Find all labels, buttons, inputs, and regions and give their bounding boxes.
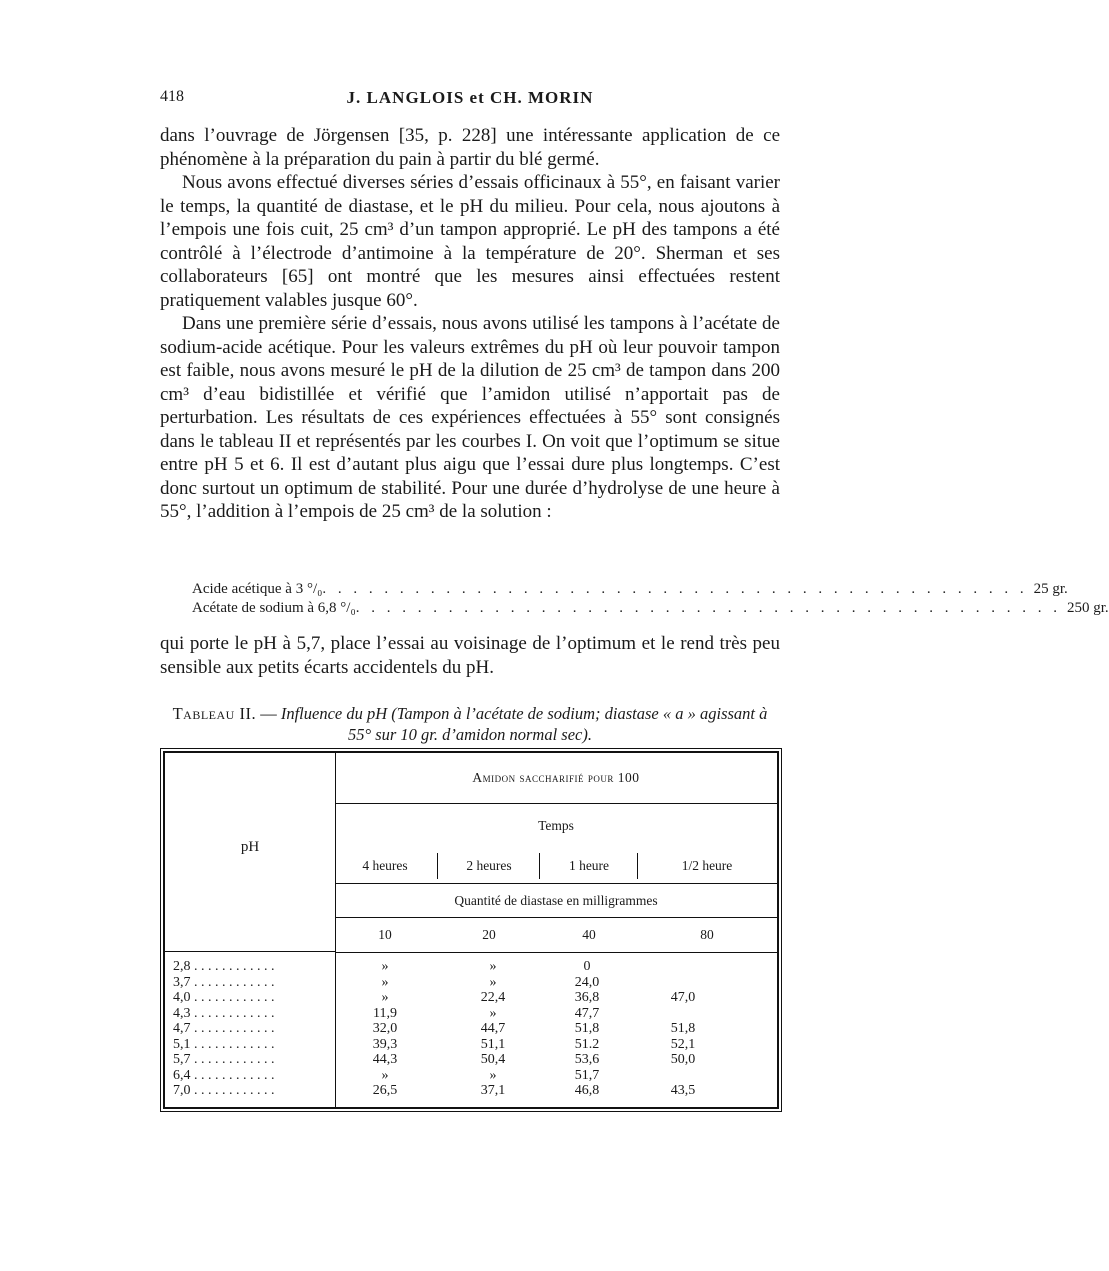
- duration-header: 1 heure: [568, 858, 610, 873]
- table-cell: 37,1: [480, 1083, 506, 1098]
- table-cell: 50,0: [670, 1052, 696, 1067]
- table-cell: 51,8: [670, 1021, 696, 1036]
- page-number: 418: [160, 88, 184, 105]
- leader-dots: . . . . . . . . . . . . . . . . . . . . . . . . . . . . . . . . . . . . . . . . . . . . . .: [355, 600, 1061, 616]
- ph-value: 5,7: [173, 1052, 191, 1067]
- ph-header-cell: [165, 753, 336, 952]
- diastase-amount: 20: [482, 927, 496, 942]
- recipe-item: [192, 580, 1068, 599]
- ph-value-cell: 5,7 . . . . . . . . . . . .: [173, 1052, 275, 1067]
- table-cell: 36,8: [574, 990, 600, 1005]
- table-row: [165, 1083, 777, 1099]
- recipe-item-quantity: 25 gr.: [1033, 581, 1068, 597]
- ph-value-cell: 4,0 . . . . . . . . . . . .: [173, 990, 275, 1005]
- recipe-item-name: Acide acétique à 3 °/₀: [192, 581, 323, 597]
- ph-value: 4,7: [173, 1021, 191, 1036]
- table-frame: [164, 752, 778, 1108]
- caption-dash: —: [256, 704, 281, 723]
- ph-value: 7,0: [173, 1083, 191, 1098]
- body-text: [160, 124, 780, 524]
- ph-value: 4,3: [173, 1005, 191, 1021]
- table-cell: 51.2: [574, 1036, 600, 1052]
- table-cell: »: [381, 974, 389, 990]
- leader-dots: . . . . . . . . . . . . . . . . . . . . . . . . . . . . . . . . . . . . . . . . . . . . . .: [322, 581, 1028, 597]
- diastase-amount: 40: [582, 927, 596, 942]
- duration-header: 1/2 heure: [681, 858, 733, 873]
- paragraph-3: Dans une première série d’essais, nous avons utilisé les tampons à l’acétate de sodium-acide acétique. Pour les valeurs extrêmes du pH où leur pouvoir tampon est faible, nous avons mesuré le pH de la dilution de 25 cm³ de tampon dans 200 cm³ d’eau bidistillée et vérifié que l’amidon utilisé n’apportait pas de perturbation. Les résultats de ces expériences effectuées à 55° sont consignés dans le tableau II et représentés par les courbes I. On voit que l’optimum se situe entre pH 5 et 6. Il est d’autant plus aigu que l’essai dure plus longtemps. C’est donc surtout un optimum de stabilité. Pour une durée d’hydrolyse de une heure à 55°, l’addition à l’empois de 25 cm³ de la solution :: [160, 313, 780, 522]
- table-row: [165, 1021, 777, 1037]
- recipe-item: [192, 599, 1109, 618]
- table-cell: »: [489, 959, 497, 974]
- ph-value-cell: 6,4 . . . . . . . . . . . .: [173, 1067, 275, 1083]
- table-cell: »: [381, 990, 389, 1005]
- table-cell: 22,4: [480, 990, 506, 1005]
- table-caption: [160, 703, 780, 745]
- table-cell: »: [489, 1067, 497, 1083]
- temps-header: Temps: [538, 818, 574, 833]
- recipe-list: [192, 580, 1109, 618]
- ph-value: 4,0: [173, 990, 191, 1005]
- table-cell: 47,7: [574, 1005, 600, 1021]
- recipe-item-quantity: 250 gr.: [1066, 600, 1109, 616]
- table-cell: 51,1: [480, 1036, 506, 1052]
- duration-header: 2 heures: [466, 858, 512, 873]
- table-cell: 44,3: [372, 1052, 398, 1067]
- ph-value: 3,7: [173, 974, 191, 990]
- caption-text: Influence du pH (Tampon à l’acétate de sodium; diastase « a » agissant à 55° sur 10 gr. d’amidon normal sec).: [280, 704, 768, 744]
- table-cell: 44,7: [480, 1021, 506, 1036]
- table-cell: 39,3: [372, 1036, 398, 1052]
- data-table: [160, 748, 782, 1112]
- paragraph-2: Nous avons effectué diverses séries d’essais officinaux à 55°, en faisant varier le temps, la quantité de diastase, et le pH du milieu. Pour cela, nous ajoutons à l’empois une fois cuit, 25 cm³ d’un tampon approprié. Le pH des tampons a été contrôlé à l’électrode d’antimoine à la température de 20°. Sherman et ses collaborateurs [65] ont montré que les mesures ainsi effectuées restent pratiquement valables jusque 60°.: [160, 172, 780, 311]
- running-head: J. LANGLOIS et CH. MORIN: [346, 88, 594, 107]
- ph-value-cell: 2,8 . . . . . . . . . . . .: [173, 959, 275, 974]
- table-row: [165, 975, 777, 991]
- ph-value-cell: 3,7 . . . . . . . . . . . .: [173, 974, 275, 990]
- column-separator: [637, 853, 638, 879]
- table-cell: 53,6: [574, 1052, 600, 1067]
- ph-header: pH: [240, 839, 260, 855]
- diastase-amount-row: [335, 917, 777, 953]
- recipe-item-name: Acétate de sodium à 6,8 °/₀: [192, 600, 356, 616]
- table-row: [165, 959, 777, 975]
- ph-value: 2,8: [173, 959, 191, 974]
- table-cell: 43,5: [670, 1083, 696, 1098]
- table-row: [165, 1068, 777, 1084]
- table-cell: 51,8: [574, 1021, 600, 1036]
- table-cell: 11,9: [373, 1005, 397, 1021]
- after-recipe-text: qui porte le pH à 5,7, place l’essai au voisinage de l’optimum et le rend très peu sensible aux petits écarts accidentels du pH.: [160, 633, 780, 678]
- diastase-amount: 10: [378, 927, 392, 942]
- table-row: [165, 990, 777, 1006]
- ph-value-cell: 4,7 . . . . . . . . . . . .: [173, 1021, 275, 1036]
- table-cell: 32,0: [372, 1021, 398, 1036]
- ph-value-cell: 4,3 . . . . . . . . . . . .: [173, 1005, 275, 1021]
- table-row: [165, 1037, 777, 1053]
- table-row: [165, 1052, 777, 1068]
- diastase-header: Quantité de diastase en milligrammes: [335, 883, 777, 918]
- paragraph-1: dans l’ouvrage de Jörgensen [35, p. 228] une intéressante application de ce phénomène à la préparation du pain à partir du blé germé.: [160, 125, 780, 170]
- table-label: Tableau II.: [172, 704, 257, 723]
- duration-header-row: [335, 849, 777, 883]
- ph-value: 6,4: [173, 1067, 191, 1083]
- ph-value-cell: 5,1 . . . . . . . . . . . .: [173, 1036, 275, 1052]
- column-separator: [539, 853, 540, 879]
- table-row: [165, 1006, 777, 1022]
- table-cell: 26,5: [372, 1083, 398, 1098]
- table-cell: 47,0: [670, 990, 696, 1005]
- table-cell: 51,7: [574, 1067, 600, 1083]
- table-cell: »: [381, 959, 389, 974]
- table-cell: 52,1: [670, 1036, 696, 1052]
- diastase-amount: 80: [700, 927, 714, 942]
- column-separator: [437, 853, 438, 879]
- table-cell: 46,8: [574, 1083, 600, 1098]
- ph-value-cell: 7,0 . . . . . . . . . . . .: [173, 1083, 275, 1098]
- group-header: Amidon saccharifié pour 100: [335, 753, 777, 804]
- table-cell: 0: [583, 959, 591, 974]
- ph-value: 5,1: [173, 1036, 191, 1052]
- duration-header: 4 heures: [362, 858, 408, 873]
- table-cell: »: [489, 974, 497, 990]
- table-cell: »: [489, 1005, 497, 1021]
- table-body: [165, 959, 777, 1099]
- table-cell: »: [381, 1067, 389, 1083]
- page-header: [160, 88, 780, 110]
- table-cell: 24,0: [574, 974, 600, 990]
- table-cell: 50,4: [480, 1052, 506, 1067]
